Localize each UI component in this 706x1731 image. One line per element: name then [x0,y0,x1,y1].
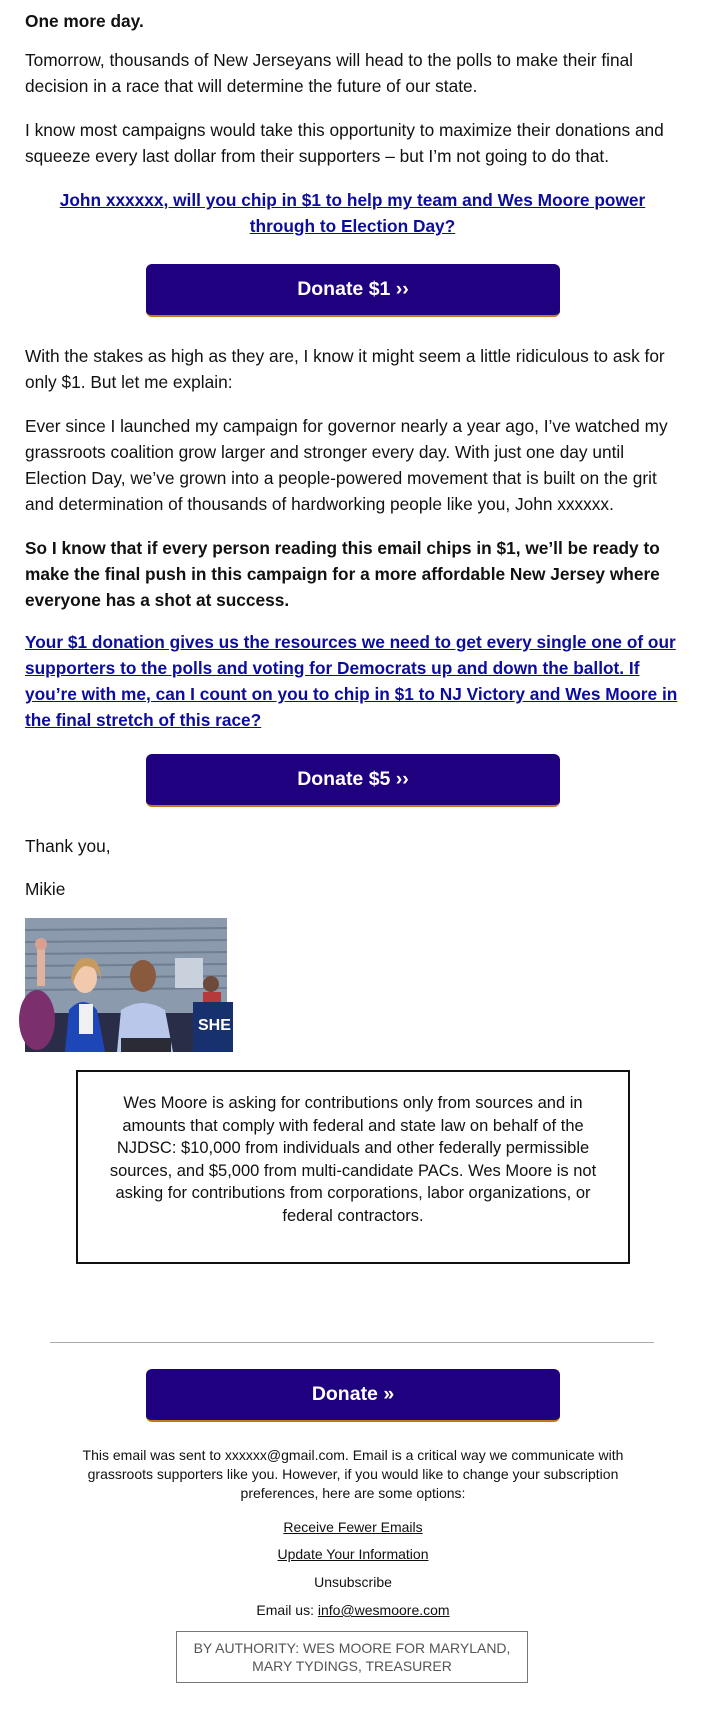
paragraph-5-bold: So I know that if every person reading this email chips in $1, we’ll be ready to make the final push in this campaign for a more affordable New Jersey where everyone has a shot at success. [25,538,660,610]
authority-line-1: BY AUTHORITY: WES MOORE FOR MARYLAND, [193,1640,511,1656]
paragraph-2: I know most campaigns would take this opportunity to maximize their donations and squeeze every last dollar from their supporters – but I’m not going to do that. [25,120,664,166]
email-label: Email us: [256,1602,318,1618]
update-information-link[interactable]: Update Your Information [277,1546,429,1562]
paragraph-1: Tomorrow, thousands of New Jerseyans will head to the polls to make their final decision in a race that will determine the future of our state. [25,50,634,96]
paragraph-4: Ever since I launched my campaign for governor nearly a year ago, I’ve watched my grassroots coalition grow larger and stronger every day. With just one day until Election Day, we’ve grown into a people-powered movement that is built on the grit and determination of thousands of hardworking people like you, John xxxxxx. [25,416,668,514]
donate-5-button[interactable]: Donate $5 ›› [146,754,560,807]
donate-ask-link-1[interactable]: John xxxxxx, will you chip in $1 to help my team and Wes Moore power through to Election Day? [59,190,646,236]
contact-email-link[interactable]: info@wesmoore.com [317,1602,450,1618]
paragraph-3: With the stakes as high as they are, I know it might seem a little ridiculous to ask for only $1. But let me explain: [25,346,665,392]
authority-line-2: MARY TYDINGS, TREASURER [252,1658,452,1674]
contact-email-line [0,1602,706,1618]
donate-ask-link-2[interactable]: Your $1 donation gives us the resources we need to get every single one of our supporters to the polls and voting for Democrats up and down the ballot. If you’re with me, can I count on you to chip in $1 to NJ Victory and Wes Moore in the final stretch of this race? [25,632,678,730]
donate-footer-button[interactable]: Donate » [146,1369,560,1422]
photo-sign-text: SHE DALE C [198,1017,295,1034]
footer-divider [50,1342,654,1343]
closing-line: Thank you, [25,836,111,856]
campaign-photo [25,918,295,1052]
opening-line: One more day. [25,11,144,31]
donate-1-button[interactable]: Donate $1 ›› [146,264,560,317]
contribution-disclaimer: Wes Moore is asking for contributions only from sources and in amounts that comply with federal and state law on behalf of the NJDSC: $10,000 from individuals and other federally permissible sources, and $5,000 from multi-candidate PACs. Wes Moore is not asking for contributions from corporations, labor organizations, or federal contractors. [76,1070,630,1264]
unsubscribe-link[interactable]: Unsubscribe [314,1574,392,1590]
signature: Mikie [25,879,66,899]
authority-box [176,1631,528,1683]
footer-notice: This email was sent to xxxxxx@gmail.com. Email is a critical way we communicate with grassroots supporters like you. However, if you would like to change your subscription preferences, here are some options: [82,1447,624,1501]
receive-fewer-emails-link[interactable]: Receive Fewer Emails [283,1519,423,1535]
